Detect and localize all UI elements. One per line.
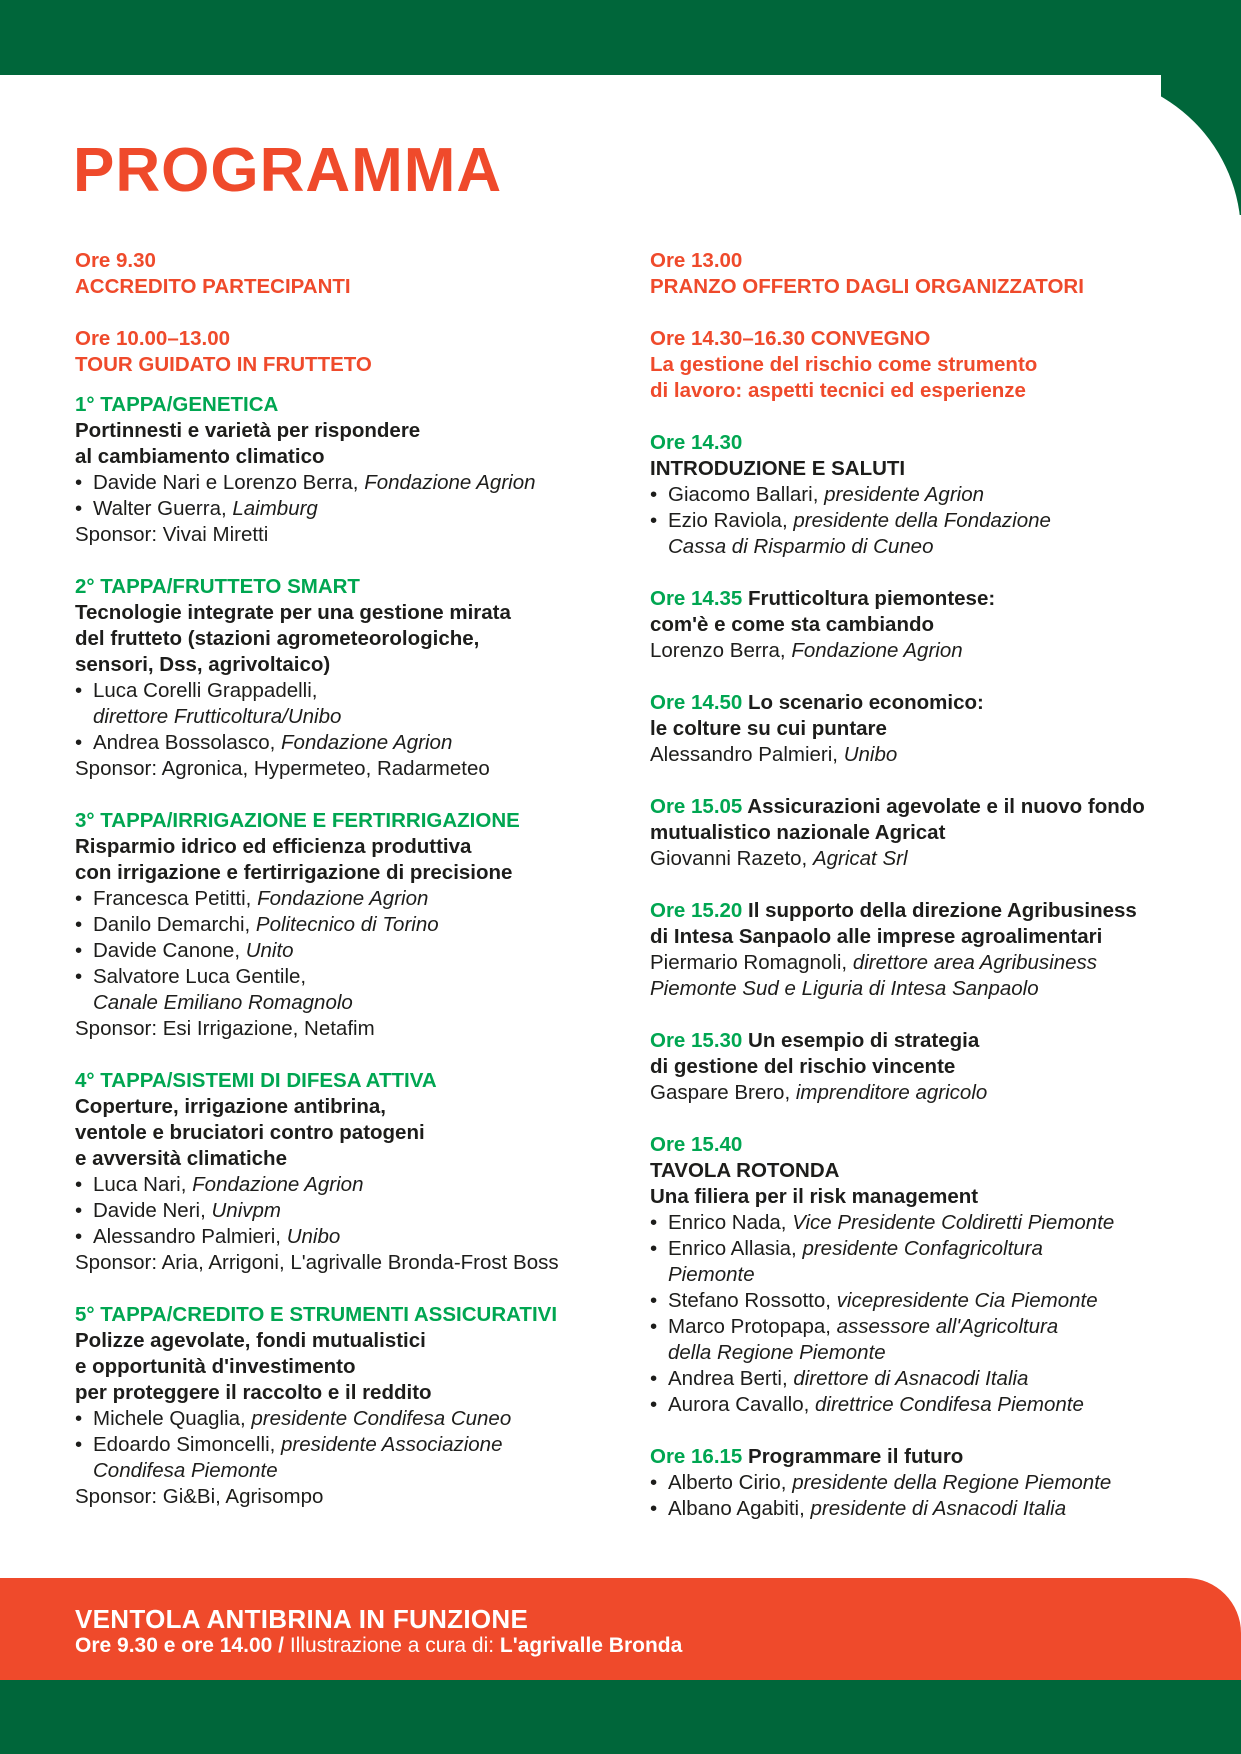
speaker: • Alessandro Palmieri, Unibo bbox=[75, 1224, 615, 1250]
speaker: • Edoardo Simoncelli, presidente Associazione Condifesa Piemonte bbox=[75, 1432, 615, 1484]
talk-title: di Intesa Sanpaolo alle imprese agroalimentari bbox=[650, 925, 1103, 948]
speaker: • Walter Guerra, Laimburg bbox=[75, 496, 615, 522]
stage-2 bbox=[75, 574, 615, 782]
banner-credit: L'agrivalle Bronda bbox=[499, 1634, 683, 1657]
speaker: • Andrea Bossolasco, Fondazione Agrion bbox=[75, 730, 615, 756]
speaker: • Davide Neri, Univpm bbox=[75, 1198, 615, 1224]
speaker: • Stefano Rossotto, vicepresidente Cia Piemonte bbox=[650, 1288, 1210, 1314]
stage-title: del frutteto (stazioni agrometeorologiche, bbox=[75, 627, 480, 650]
right-column bbox=[650, 248, 1210, 1548]
section-lunch bbox=[650, 248, 1210, 300]
stage-4 bbox=[75, 1068, 615, 1276]
time: Ore 14.35 bbox=[650, 587, 743, 610]
talk-title: Assicurazioni agevolate e il nuovo fondo bbox=[742, 795, 1145, 818]
talk-title: Una filiera per il risk management bbox=[650, 1185, 979, 1208]
stage-title: con irrigazione e fertirrigazione di precisione bbox=[75, 861, 513, 884]
top-band bbox=[0, 0, 1241, 75]
time: Ore 15.20 bbox=[650, 899, 743, 922]
speaker: • Francesca Petitti, Fondazione Agrion bbox=[75, 886, 615, 912]
time: Ore 10.00–13.00 bbox=[75, 327, 231, 350]
time: Ore 16.15 bbox=[650, 1445, 743, 1468]
talk-1520 bbox=[650, 898, 1210, 1002]
sponsor: Sponsor: Vivai Miretti bbox=[75, 523, 269, 546]
sponsor: Sponsor: Aria, Arrigoni, L'agrivalle Bronda-Frost Boss bbox=[75, 1251, 559, 1274]
speaker: • Salvatore Luca Gentile, Canale Emiliano Romagnolo bbox=[75, 964, 615, 1016]
speaker: • Luca Nari, Fondazione Agrion bbox=[75, 1172, 615, 1198]
time: Ore 13.00 bbox=[650, 249, 743, 272]
stage-title: sensori, Dss, agrivoltaico) bbox=[75, 653, 331, 676]
talk-1450 bbox=[650, 690, 1210, 768]
section-convegno bbox=[650, 326, 1210, 404]
left-column bbox=[75, 248, 615, 1536]
stage-title: ventole e bruciatori contro patogeni bbox=[75, 1121, 425, 1144]
talk-title: le colture su cui puntare bbox=[650, 717, 887, 740]
speaker: • Albano Agabiti, presidente di Asnacodi Italia bbox=[650, 1496, 1210, 1522]
talk-title: TAVOLA ROTONDA bbox=[650, 1159, 840, 1182]
heading: La gestione del rischio come strumento bbox=[650, 353, 1038, 376]
speaker: • Giacomo Ballari, presidente Agrion bbox=[650, 482, 1210, 508]
stage-tag: 1° TAPPA/GENETICA bbox=[75, 393, 279, 416]
speaker: Piermario Romagnoli, direttore area Agribusiness Piemonte Sud e Liguria di Intesa Sanpaolo bbox=[650, 951, 1098, 1000]
talk-title: Un esempio di strategia bbox=[742, 1029, 980, 1052]
sponsor: Sponsor: Agronica, Hypermeteo, Radarmeteo bbox=[75, 757, 490, 780]
stage-1 bbox=[75, 392, 615, 548]
talk-1505 bbox=[650, 794, 1210, 872]
banner-times: Ore 9.30 e ore 14.00 / bbox=[75, 1634, 290, 1657]
speaker: • Aurora Cavallo, direttrice Condifesa Piemonte bbox=[650, 1392, 1210, 1418]
speaker: Gaspare Brero, imprenditore agricolo bbox=[650, 1081, 988, 1104]
speaker: Lorenzo Berra, Fondazione Agrion bbox=[650, 639, 963, 662]
talk-1615 bbox=[650, 1444, 1210, 1522]
speaker: • Marco Protopapa, assessore all'Agricoltura della Regione Piemonte bbox=[650, 1314, 1210, 1366]
talk-title: Frutticoltura piemontese: bbox=[742, 587, 996, 610]
stage-tag: 3° TAPPA/IRRIGAZIONE E FERTIRRIGAZIONE bbox=[75, 809, 520, 832]
talk-title: com'è e come sta cambiando bbox=[650, 613, 935, 636]
speaker: • Ezio Raviola, presidente della Fondazione Cassa di Risparmio di Cuneo bbox=[650, 508, 1210, 560]
talk-1530 bbox=[650, 1028, 1210, 1106]
stage-title: Polizze agevolate, fondi mutualistici bbox=[75, 1329, 426, 1352]
talk-title: Il supporto della direzione Agribusiness bbox=[742, 899, 1137, 922]
page-title: PROGRAMMA bbox=[73, 136, 503, 205]
speaker: Alessandro Palmieri, Unibo bbox=[650, 743, 898, 766]
talk-title: Programmare il futuro bbox=[742, 1445, 964, 1468]
stage-tag: 4° TAPPA/SISTEMI DI DIFESA ATTIVA bbox=[75, 1069, 437, 1092]
stage-5 bbox=[75, 1302, 615, 1510]
stage-title: Portinnesti e varietà per rispondere bbox=[75, 419, 421, 442]
banner-subtitle bbox=[75, 1634, 682, 1658]
section-tour bbox=[75, 326, 615, 378]
banner-title: VENTOLA ANTIBRINA IN FUNZIONE bbox=[75, 1604, 529, 1634]
stage-title: al cambiamento climatico bbox=[75, 445, 325, 468]
speaker: • Danilo Demarchi, Politecnico di Torino bbox=[75, 912, 615, 938]
speaker: • Alberto Cirio, presidente della Regione Piemonte bbox=[650, 1470, 1210, 1496]
time: Ore 14.30 bbox=[650, 431, 743, 454]
heading: PRANZO OFFERTO DAGLI ORGANIZZATORI bbox=[650, 275, 1084, 298]
stage-tag: 2° TAPPA/FRUTTETO SMART bbox=[75, 575, 360, 598]
speaker: • Enrico Nada, Vice Presidente Coldiretti Piemonte bbox=[650, 1210, 1210, 1236]
time: Ore 14.30–16.30 CONVEGNO bbox=[650, 327, 931, 350]
speaker: • Davide Canone, Unito bbox=[75, 938, 615, 964]
sponsor: Sponsor: Esi Irrigazione, Netafim bbox=[75, 1017, 375, 1040]
section-accredito bbox=[75, 248, 615, 300]
stage-title: per proteggere il raccolto e il reddito bbox=[75, 1381, 432, 1404]
talk-title: INTRODUZIONE E SALUTI bbox=[650, 457, 906, 480]
time: Ore 15.40 bbox=[650, 1133, 743, 1156]
talk-title: di gestione del rischio vincente bbox=[650, 1055, 956, 1078]
sponsor: Sponsor: Gi&Bi, Agrisompo bbox=[75, 1485, 324, 1508]
speaker: • Davide Nari e Lorenzo Berra, Fondazione Agrion bbox=[75, 470, 615, 496]
time: Ore 15.05 bbox=[650, 795, 743, 818]
stage-title: Coperture, irrigazione antibrina, bbox=[75, 1095, 386, 1118]
speaker: • Michele Quaglia, presidente Condifesa Cuneo bbox=[75, 1406, 615, 1432]
talk-1435 bbox=[650, 586, 1210, 664]
stage-3 bbox=[75, 808, 615, 1042]
talk-title: mutualistico nazionale Agricat bbox=[650, 821, 946, 844]
banner-mid: Illustrazione a cura di: bbox=[289, 1634, 500, 1657]
time: Ore 14.50 bbox=[650, 691, 743, 714]
speaker: Giovanni Razeto, Agricat Srl bbox=[650, 847, 908, 870]
stage-title: e opportunità d'investimento bbox=[75, 1355, 356, 1378]
speaker: • Luca Corelli Grappadelli, direttore Frutticoltura/Unibo bbox=[75, 678, 615, 730]
time: Ore 15.30 bbox=[650, 1029, 743, 1052]
stage-title: e avversità climatiche bbox=[75, 1147, 287, 1170]
time: Ore 9.30 bbox=[75, 249, 156, 272]
talk-intro bbox=[650, 430, 1210, 560]
speaker: • Enrico Allasia, presidente Confagricoltura Piemonte bbox=[650, 1236, 1210, 1288]
stage-title: Risparmio idrico ed efficienza produttiva bbox=[75, 835, 472, 858]
speaker: • Andrea Berti, direttore di Asnacodi Italia bbox=[650, 1366, 1210, 1392]
stage-tag: 5° TAPPA/CREDITO E STRUMENTI ASSICURATIVI bbox=[75, 1303, 558, 1326]
round-table bbox=[650, 1132, 1210, 1418]
heading: ACCREDITO PARTECIPANTI bbox=[75, 275, 351, 298]
heading: di lavoro: aspetti tecnici ed esperienze bbox=[650, 379, 1026, 402]
heading: TOUR GUIDATO IN FRUTTETO bbox=[75, 353, 372, 376]
talk-title: Lo scenario economico: bbox=[742, 691, 984, 714]
stage-title: Tecnologie integrate per una gestione mirata bbox=[75, 601, 511, 624]
